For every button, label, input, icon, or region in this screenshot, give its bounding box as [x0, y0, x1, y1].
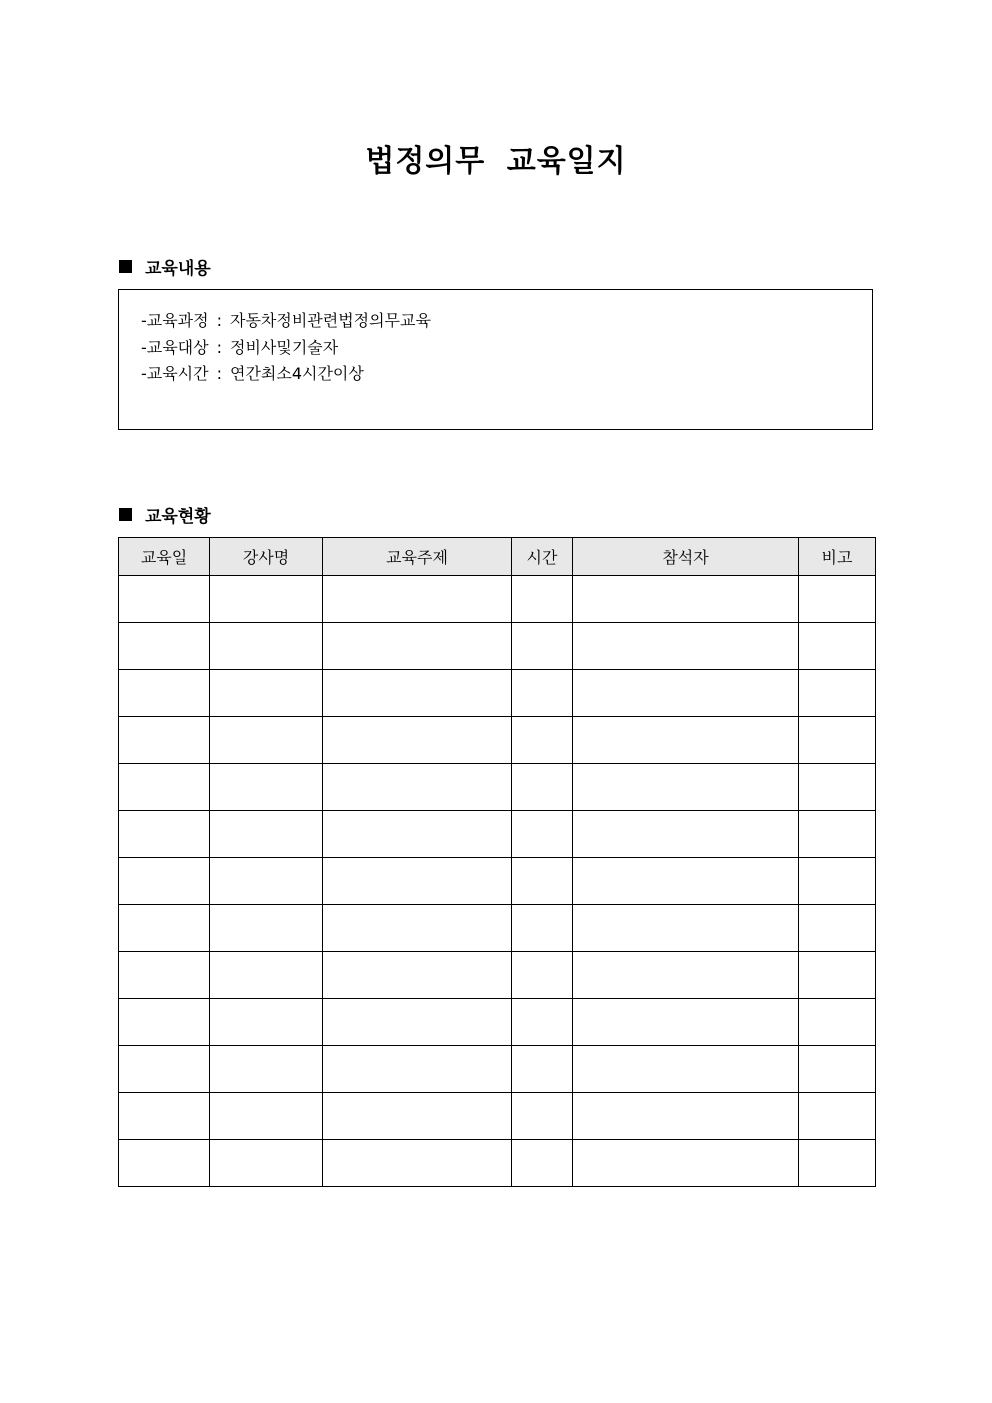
table-cell[interactable] [573, 1093, 799, 1140]
table-cell[interactable] [573, 1046, 799, 1093]
table-cell[interactable] [119, 717, 210, 764]
table-cell[interactable] [323, 764, 512, 811]
table-cell[interactable] [512, 576, 573, 623]
table-cell[interactable] [119, 670, 210, 717]
content-line-target [141, 335, 872, 362]
table-cell[interactable] [119, 576, 210, 623]
table-cell[interactable] [573, 952, 799, 999]
table-cell[interactable] [210, 576, 323, 623]
section-heading-status [119, 502, 211, 527]
table-cell[interactable] [210, 623, 323, 670]
table-row [119, 764, 876, 811]
table-row [119, 1046, 876, 1093]
table-cell[interactable] [210, 999, 323, 1046]
table-cell[interactable] [512, 670, 573, 717]
section-heading-label: 교육현황 [145, 507, 211, 527]
column-header-time: 시간 [512, 538, 573, 576]
table-cell[interactable] [799, 952, 876, 999]
table-cell[interactable] [119, 952, 210, 999]
table-cell[interactable] [323, 811, 512, 858]
table-cell[interactable] [573, 623, 799, 670]
table-cell[interactable] [323, 576, 512, 623]
table-cell[interactable] [210, 1093, 323, 1140]
table-cell[interactable] [799, 1046, 876, 1093]
table-cell[interactable] [512, 1046, 573, 1093]
table-header-row [119, 538, 876, 576]
table-cell[interactable] [323, 952, 512, 999]
table-cell[interactable] [573, 999, 799, 1046]
table-row [119, 717, 876, 764]
content-label: -교육과정 [141, 311, 209, 330]
table-cell[interactable] [323, 858, 512, 905]
table-cell[interactable] [119, 1046, 210, 1093]
table-cell[interactable] [210, 764, 323, 811]
table-cell[interactable] [119, 999, 210, 1046]
table-row [119, 811, 876, 858]
table-row [119, 623, 876, 670]
table-cell[interactable] [323, 717, 512, 764]
table-cell[interactable] [210, 1140, 323, 1187]
table-cell[interactable] [323, 905, 512, 952]
table-cell[interactable] [512, 623, 573, 670]
content-label: -교육대상 [141, 337, 209, 357]
table-row [119, 999, 876, 1046]
table-cell[interactable] [210, 811, 323, 858]
table-cell[interactable] [512, 858, 573, 905]
section-heading-label: 교육내용 [145, 259, 211, 279]
table-cell[interactable] [512, 717, 573, 764]
content-line-hours [141, 361, 872, 388]
table-cell[interactable] [512, 1140, 573, 1187]
table-cell[interactable] [799, 670, 876, 717]
table-cell[interactable] [799, 623, 876, 670]
table-row [119, 670, 876, 717]
table-cell[interactable] [323, 623, 512, 670]
column-header-date: 교육일 [119, 538, 210, 576]
square-bullet-icon [119, 260, 132, 273]
table-cell[interactable] [799, 576, 876, 623]
table-row [119, 1140, 876, 1187]
education-status-table [118, 537, 876, 1187]
table-cell[interactable] [210, 670, 323, 717]
column-header-instructor: 강사명 [210, 538, 323, 576]
table-cell[interactable] [573, 764, 799, 811]
column-header-attendees: 참석자 [573, 538, 799, 576]
table-cell[interactable] [119, 811, 210, 858]
table-cell[interactable] [119, 764, 210, 811]
table-cell[interactable] [210, 905, 323, 952]
table-cell[interactable] [573, 670, 799, 717]
table-cell[interactable] [799, 999, 876, 1046]
content-label: -교육시간 [141, 364, 209, 383]
table-cell[interactable] [210, 858, 323, 905]
table-cell[interactable] [323, 1140, 512, 1187]
table-cell[interactable] [799, 811, 876, 858]
table-body [119, 576, 876, 1187]
table-cell[interactable] [119, 1093, 210, 1140]
page-title: 법정의무 교육일지 [365, 144, 627, 179]
content-line-course [141, 308, 872, 335]
table-cell[interactable] [573, 1140, 799, 1187]
table-cell[interactable] [573, 717, 799, 764]
content-value: 정비사및기술자 [230, 337, 339, 357]
table-row [119, 576, 876, 623]
section-heading-content [119, 254, 211, 279]
table-cell[interactable] [799, 858, 876, 905]
table-cell[interactable] [799, 905, 876, 952]
table-cell[interactable] [573, 905, 799, 952]
table-cell[interactable] [323, 999, 512, 1046]
table-cell[interactable] [799, 1093, 876, 1140]
table-cell[interactable] [512, 1093, 573, 1140]
table-cell[interactable] [799, 717, 876, 764]
table-row [119, 905, 876, 952]
table-cell[interactable] [799, 1140, 876, 1187]
table-cell[interactable] [512, 764, 573, 811]
table-row [119, 952, 876, 999]
table-cell[interactable] [119, 905, 210, 952]
table-cell[interactable] [512, 952, 573, 999]
table-cell[interactable] [119, 623, 210, 670]
column-header-topic: 교육주제 [323, 538, 512, 576]
table-cell[interactable] [323, 1046, 512, 1093]
column-header-remarks: 비고 [799, 538, 876, 576]
table-cell[interactable] [573, 811, 799, 858]
table-cell[interactable] [323, 670, 512, 717]
content-box [118, 289, 873, 430]
table-cell[interactable] [512, 811, 573, 858]
square-bullet-icon [119, 508, 132, 521]
table-cell[interactable] [210, 1046, 323, 1093]
content-value: 연간최소4시간이상 [230, 364, 364, 383]
content-separator: : [216, 337, 222, 357]
table-cell[interactable] [799, 764, 876, 811]
table-cell[interactable] [119, 1140, 210, 1187]
content-separator: : [216, 364, 222, 383]
table-row [119, 858, 876, 905]
table-cell[interactable] [512, 905, 573, 952]
table-cell[interactable] [512, 999, 573, 1046]
table-cell[interactable] [323, 1093, 512, 1140]
table-cell[interactable] [210, 952, 323, 999]
table-cell[interactable] [210, 717, 323, 764]
table-row [119, 1093, 876, 1140]
content-separator: : [216, 311, 222, 330]
table-cell[interactable] [573, 858, 799, 905]
content-value: 자동차정비관련법정의무교육 [230, 311, 431, 330]
table-cell[interactable] [119, 858, 210, 905]
table-cell[interactable] [573, 576, 799, 623]
